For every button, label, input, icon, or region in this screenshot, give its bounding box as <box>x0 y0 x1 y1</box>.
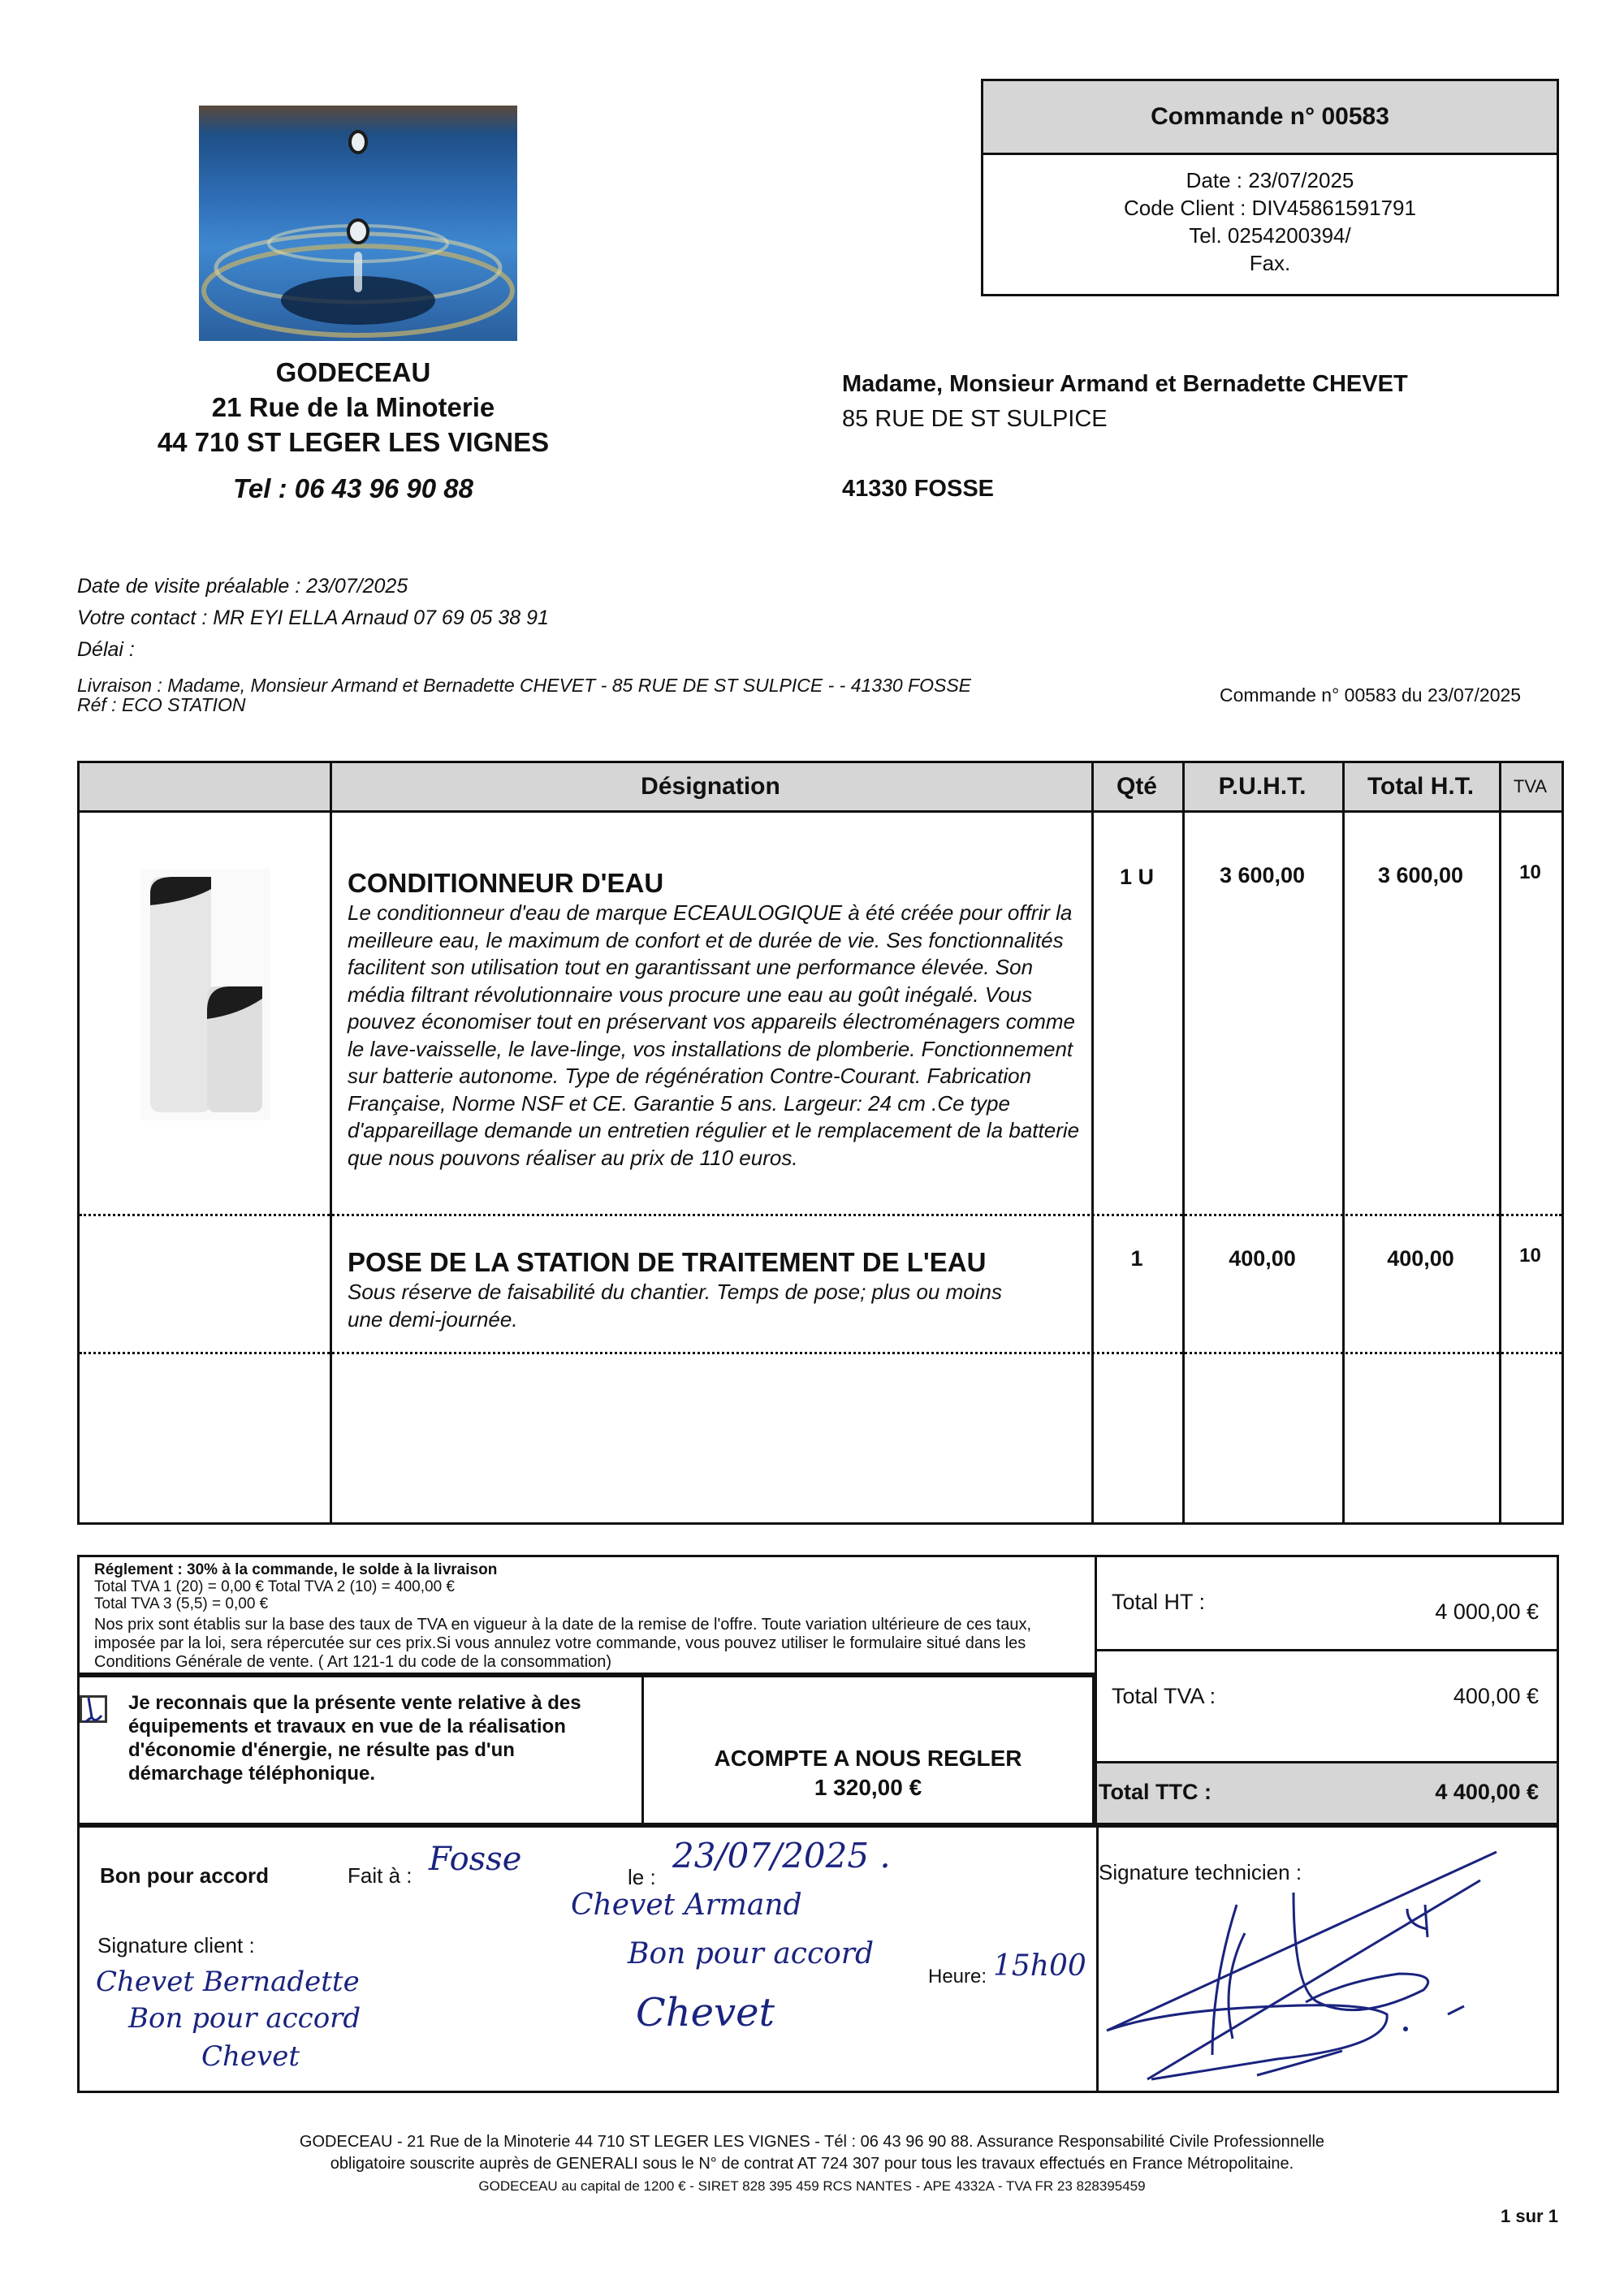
item-qty: 1 U <box>1119 865 1155 889</box>
water-drop-icon <box>199 106 517 341</box>
signature-section <box>77 1825 1559 2093</box>
reference: Réf : ECO STATION <box>77 694 246 715</box>
client-code: Code Client : DIV45861591791 <box>1124 196 1416 220</box>
item-description: Sous réserve de faisabilité du chantier. Temps de pose; plus ou moins une demi-journée. <box>348 1280 1002 1332</box>
item-vat: 10 <box>1519 1245 1541 1267</box>
item-unit-price: 400,00 <box>1229 1246 1296 1271</box>
vat-breakdown-1: Total TVA 1 (20) = 0,00 € Total TVA 2 (10) = 400,00 € <box>94 1578 455 1595</box>
header-vat: TVA <box>1499 763 1561 813</box>
col-divider <box>330 763 332 1522</box>
acknowledgement-text: Je reconnais que la présente vente relative à des équipements et travaux en vue de la réalisation d'économie d'énergie, ne résulte pas d'un démarchage téléphonique. <box>128 1692 581 1785</box>
item-description: Le conditionneur d'eau de marque ECEAULOGIQUE à été créée pour offrir la meilleure eau, le maximum de confort et de durée de vie. Ses fonctionnalités facilitent son utilisation tout en garantissant une performance élevée. Son média filtrant révolutionnaire vous procure une eau au goût inégalé. Vous pouvez économiser tout en préservant vos appareils électroménagers comme le lave-vaisselle, le lave-linge, vos installations de plomberie. Fonctionnement sur batterie autonome. Type de régénération Contre-Courant. Fabrication Française, Norme NSF et CE. Garantie 5 ans. Largeur: 24 cm .Ce type d'appareillage demande un entretien régulier et le remplacement de la batterie que nous pouvons réaliser au prix de 110 euros. <box>348 900 1080 1170</box>
water-softener-photo <box>140 869 270 1120</box>
totals-box <box>1095 1555 1559 1825</box>
bon-pour-accord-label: Bon pour accord <box>100 1863 270 1888</box>
checkmark-icon <box>84 1694 106 1727</box>
acknowledgement-box <box>77 1675 641 1825</box>
client-street: 85 RUE DE ST SULPICE <box>842 406 1108 432</box>
client-phone: Tel. 0254200394/ <box>1189 223 1351 248</box>
payment-schedule: Réglement : 30% à la commande, le solde à la livraison <box>94 1561 498 1578</box>
company-street: 21 Rue de la Minoterie <box>211 392 495 422</box>
company-phone: Tel : 06 43 96 90 88 <box>233 473 473 503</box>
order-meta <box>77 571 971 714</box>
time-handwritten[interactable]: 15h00 <box>993 1949 1086 1983</box>
total-tva-label: Total TVA : <box>1112 1684 1216 1708</box>
client2-signature-line-3[interactable]: Chevet <box>636 1990 775 2035</box>
item-qty: 1 <box>1130 1246 1143 1271</box>
client-name: Madame, Monsieur Armand et Bernadette CHEVET <box>842 371 1408 397</box>
order-info-box <box>981 79 1559 296</box>
total-tva-value: 400,00 € <box>1453 1684 1539 1708</box>
company-city: 44 710 ST LEGER LES VIGNES <box>157 427 550 457</box>
client-signature-line-3[interactable]: Chevet <box>201 2040 300 2073</box>
client2-signature-line-2[interactable]: Bon pour accord <box>628 1937 875 1970</box>
row-divider <box>80 1214 1561 1216</box>
client-address <box>842 367 1408 507</box>
deposit-amount: 1 320,00 € <box>814 1775 922 1800</box>
item-total: 400,00 <box>1387 1246 1454 1271</box>
items-table <box>77 761 1564 1525</box>
total-ttc-value: 4 400,00 € <box>1435 1780 1539 1804</box>
footer-line-3: GODECEAU au capital de 1200 € - SIRET 828 395 459 RCS NANTES - APE 4332A - TVA FR 23 828395459 <box>478 2178 1146 2194</box>
deposit-label: ACOMPTE A NOUS REGLER <box>714 1746 1022 1771</box>
header-total: Total H.T. <box>1342 763 1499 813</box>
client-city: 41330 FOSSE <box>842 476 994 502</box>
order-date: Date : 23/07/2025 <box>1186 168 1354 192</box>
total-ttc-label: Total TTC : <box>1099 1780 1212 1804</box>
footer-line-2: obligatoire souscrite auprès de GENERALI sous le N° de contrat AT 724 307 pour tous les travaux effectués en France Métropolitaine. <box>330 2155 1294 2173</box>
item-title: CONDITIONNEUR D'EAU <box>348 868 664 898</box>
contact: Votre contact : MR EYI ELLA Arnaud 07 69 05 38 91 <box>77 606 549 629</box>
item-total: 3 600,00 <box>1377 863 1464 887</box>
delivery-address: Livraison : Madame, Monsieur Armand et Bernadette CHEVET - 85 RUE DE ST SULPICE - - 41330 FOSSE <box>77 675 972 696</box>
date-label: le : <box>628 1865 656 1889</box>
technician-signature-icon[interactable] <box>1099 1844 1570 2087</box>
time-label: Heure: <box>928 1966 987 1988</box>
client2-signature-line-1[interactable]: Chevet Armand <box>571 1888 802 1922</box>
header-unit-price: P.U.H.T. <box>1182 763 1342 813</box>
delay: Délai : <box>77 638 135 661</box>
payment-terms <box>77 1555 1095 1675</box>
technician-signature-label: Signature technicien : <box>1099 1860 1302 1884</box>
item-unit-price: 3 600,00 <box>1219 863 1306 887</box>
fait-a-handwritten[interactable]: Fosse <box>429 1841 522 1878</box>
legal-conditions: Nos prix sont établis sur la base des taux de TVA en vigueur à la date de la remise de l'offre. Toute variation ultérieure de ces taux, imposée par la loi, sera répercutée sur ces prix.Si vous annulez votre commande, vous pouvez utiliser le formulaire situé dans les Conditions Générale de vente. ( Art 121-1 du code de la consommation) <box>94 1616 1032 1671</box>
total-ht-value: 4 000,00 € <box>1435 1599 1539 1624</box>
company-logo-water-drop <box>199 106 517 341</box>
row-divider <box>80 1352 1561 1354</box>
page-number: 1 sur 1 <box>1501 2206 1558 2226</box>
order-number-title: Commande n° 00583 <box>983 81 1557 155</box>
footer <box>162 2131 1462 2197</box>
total-ht-label: Total HT : <box>1112 1590 1206 1614</box>
acknowledgement-checkbox[interactable] <box>80 1695 107 1723</box>
order-reference: Commande n° 00583 du 23/07/2025 <box>1220 684 1522 706</box>
header-qty: Qté <box>1091 763 1182 813</box>
client-signature-line-2[interactable]: Bon pour accord <box>128 2002 361 2035</box>
deposit-box <box>641 1675 1095 1825</box>
table-row <box>348 1246 1095 1333</box>
client-signature-label: Signature client : <box>97 1933 255 1957</box>
fait-a-label: Fait à : <box>348 1863 412 1888</box>
company-name: GODECEAU <box>275 357 431 387</box>
item-vat: 10 <box>1519 861 1541 883</box>
client-signature-line-1[interactable]: Chevet Bernadette <box>96 1966 360 1998</box>
header-designation: Désignation <box>330 763 1091 813</box>
client-fax: Fax. <box>1249 251 1291 275</box>
company-address <box>77 355 629 506</box>
footer-line-1: GODECEAU - 21 Rue de la Minoterie 44 710 ST LEGER LES VIGNES - Tél : 06 43 96 90 88. Assurance Responsabilité Civile Professionnelle <box>299 2133 1325 2151</box>
table-row <box>348 867 1095 1172</box>
total-ht-row <box>1097 1557 1557 1651</box>
vat-breakdown-2: Total TVA 3 (5,5) = 0,00 € <box>94 1595 269 1612</box>
total-ttc-row <box>1097 1763 1557 1823</box>
date-handwritten[interactable]: 23/07/2025 . <box>672 1836 891 1875</box>
header-image-col <box>80 763 330 813</box>
visit-date: Date de visite préalable : 23/07/2025 <box>77 575 408 598</box>
total-tva-row <box>1097 1651 1557 1763</box>
item-title: POSE DE LA STATION DE TRAITEMENT DE L'EAU <box>348 1247 987 1277</box>
